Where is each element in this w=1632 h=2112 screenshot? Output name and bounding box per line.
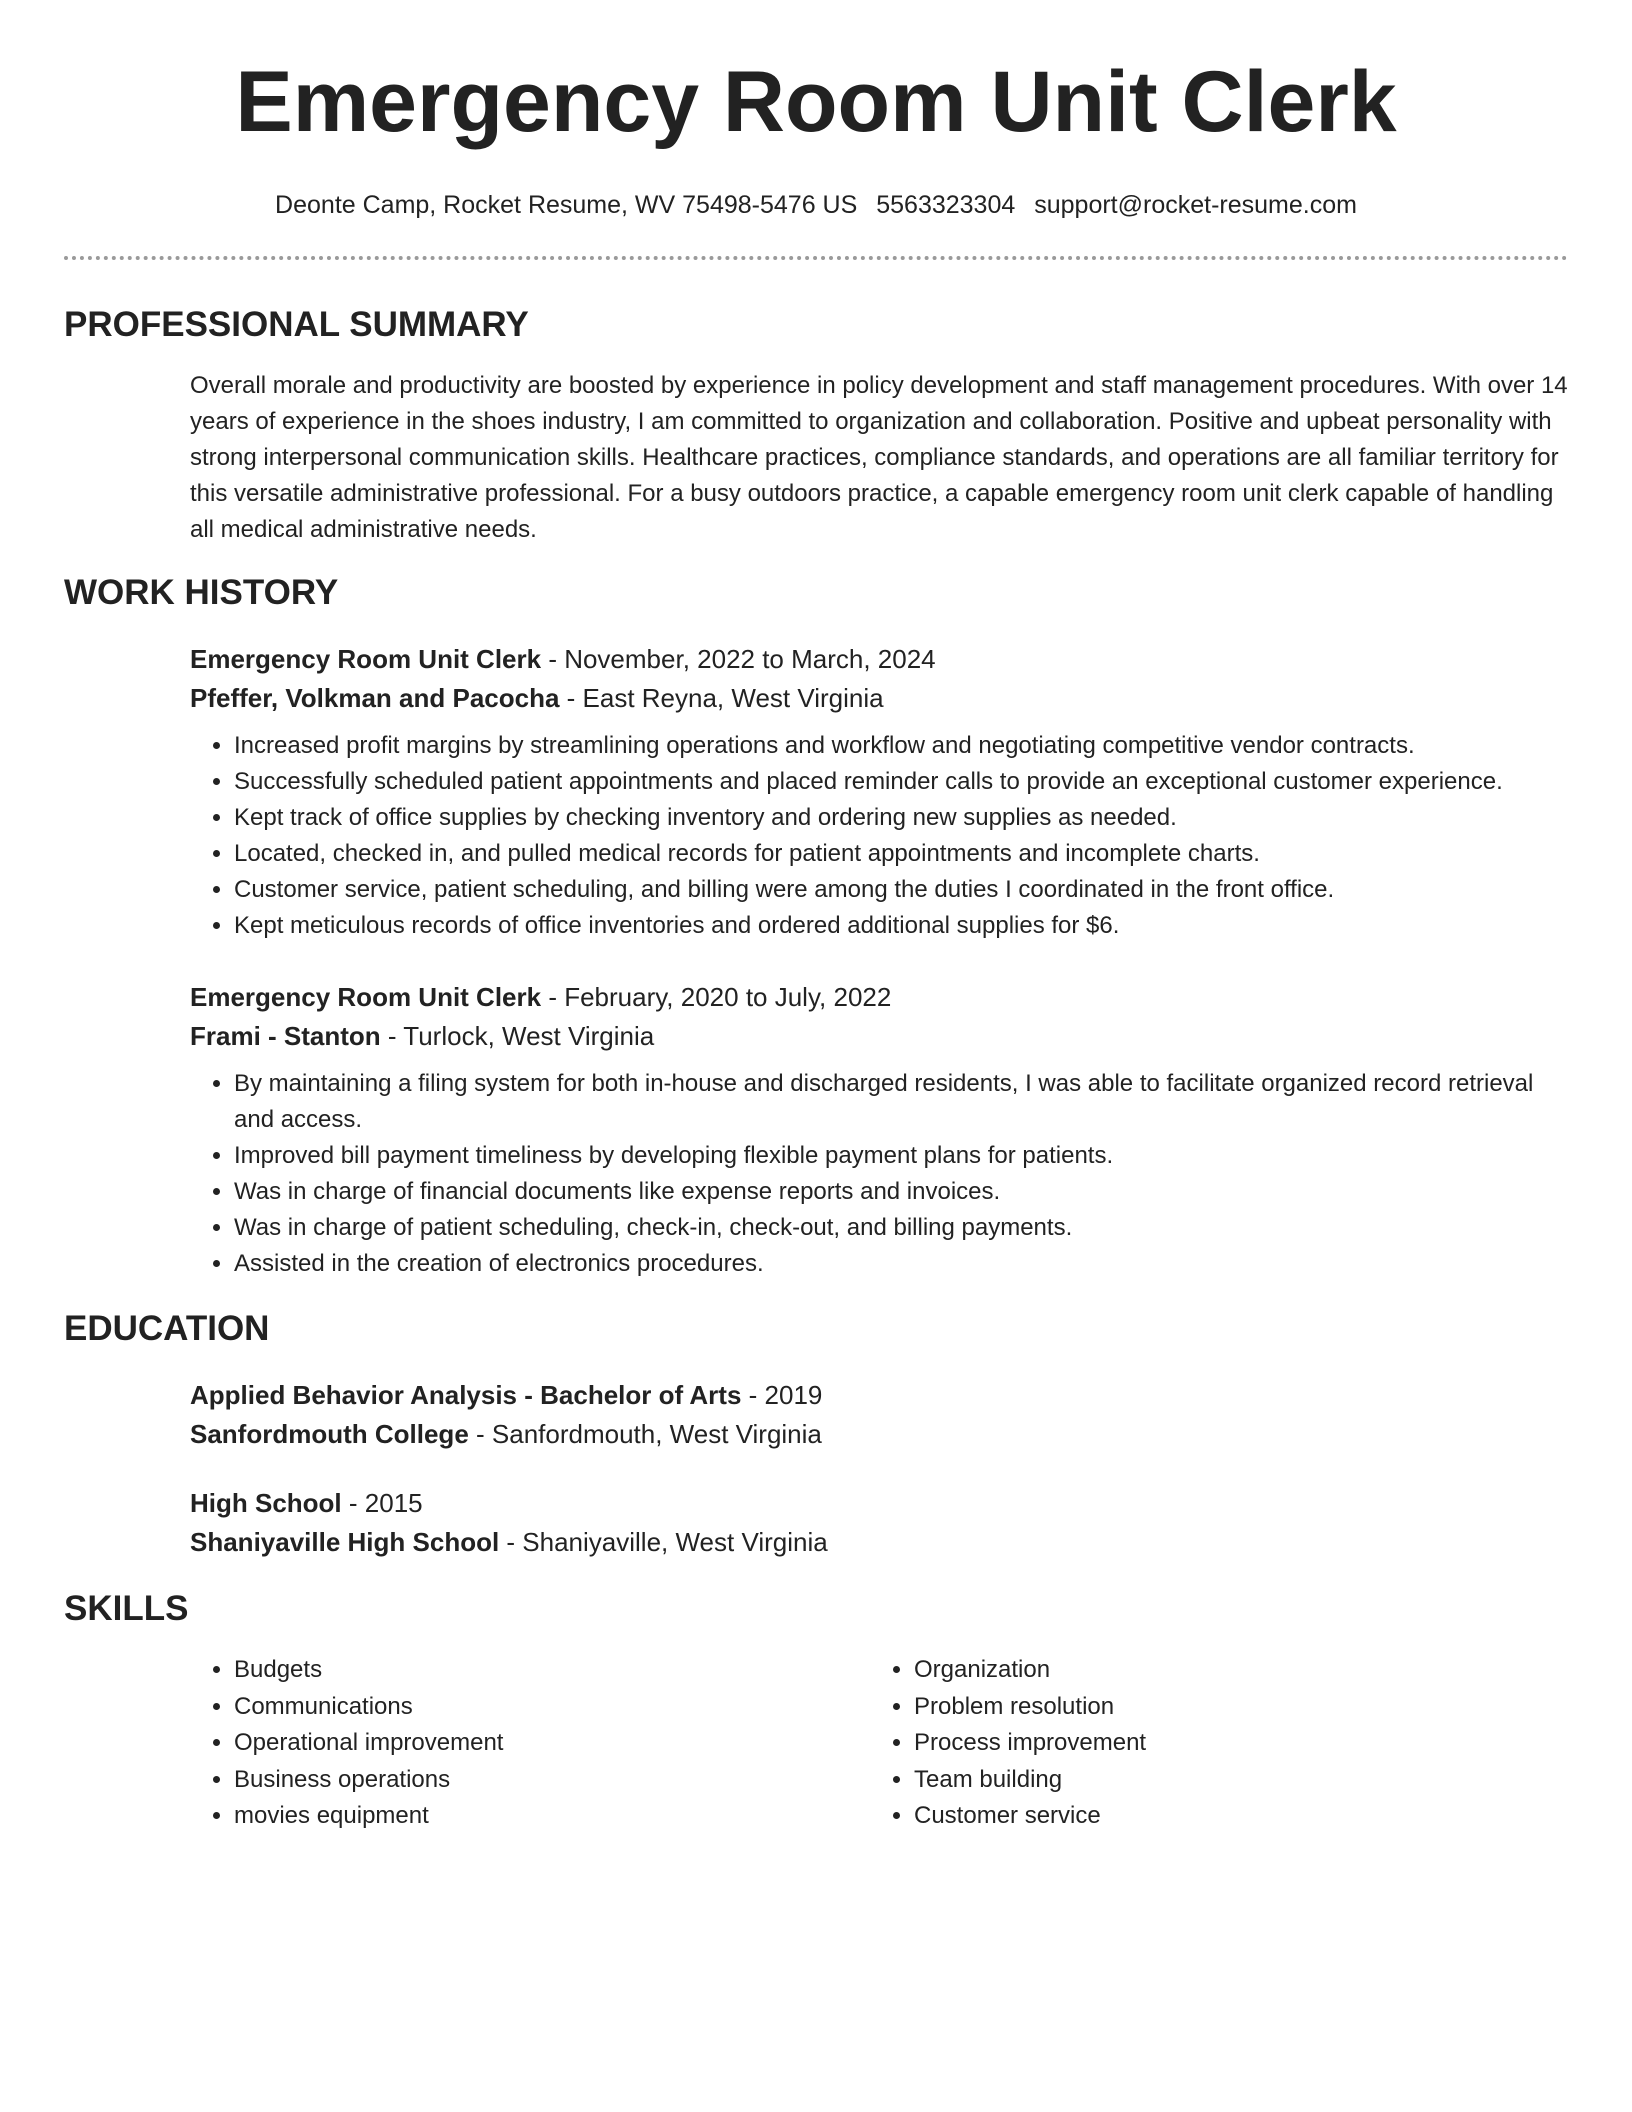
- job-bullet: • Was in charge of patient scheduling, check-in, check-out, and billing payments.: [234, 1210, 1568, 1246]
- job-location: - East Reyna, West Virginia: [559, 683, 884, 713]
- education-entry: [190, 1484, 1568, 1562]
- job-bullet: • Kept meticulous records of office inventories and ordered additional supplies for $6.: [234, 908, 1568, 944]
- job-bullet: • Improved bill payment timeliness by developing flexible payment plans for patients.: [234, 1138, 1568, 1174]
- job-bullet: • By maintaining a filing system for both in-house and discharged residents, I was able to facilitate organized record retrieval and access.: [234, 1066, 1568, 1138]
- skill-item: • Communications: [234, 1689, 870, 1726]
- education-degree-line: [190, 1376, 1568, 1415]
- education-location: - Sanfordmouth, West Virginia: [468, 1419, 822, 1449]
- job-entry: [190, 978, 1568, 1282]
- section-title-summary: PROFESSIONAL SUMMARY: [64, 305, 529, 344]
- skill-item: • Operational improvement: [234, 1725, 870, 1762]
- skill-item: • Budgets: [234, 1652, 870, 1689]
- job-bullet: • Was in charge of financial documents like expense reports and invoices.: [234, 1174, 1568, 1210]
- skill-item: • Organization: [914, 1652, 1550, 1689]
- skill-item: • Business operations: [234, 1762, 870, 1799]
- education-location: - Shaniyaville, West Virginia: [499, 1527, 828, 1557]
- job-bullets: [190, 1066, 1568, 1282]
- education-year: - 2019: [741, 1380, 823, 1410]
- job-bullet: • Kept track of office supplies by checking inventory and ordering new supplies as needed.: [234, 800, 1568, 836]
- job-bullet: • Successfully scheduled patient appointments and placed reminder calls to provide an exceptional customer experience.: [234, 764, 1568, 800]
- section-title-work: WORK HISTORY: [64, 573, 339, 612]
- job-entry: [190, 640, 1568, 944]
- skill-item: • Team building: [914, 1762, 1550, 1799]
- education-degree-line: [190, 1484, 1568, 1523]
- resume-name: Emergency Room Unit Clerk: [235, 54, 1397, 150]
- education-year: - 2015: [341, 1488, 423, 1518]
- contact-phone: 5563323304: [876, 191, 1016, 219]
- job-location: - Turlock, West Virginia: [380, 1021, 655, 1051]
- header-divider: [64, 256, 1568, 260]
- job-company-line: [190, 679, 1568, 718]
- education-school-line: [190, 1523, 1568, 1562]
- section-title-skills: SKILLS: [64, 1589, 189, 1628]
- job-role: Emergency Room Unit Clerk: [190, 644, 542, 674]
- job-dates: - November, 2022 to March, 2024: [541, 644, 936, 674]
- summary-text: Overall morale and productivity are boosted by experience in policy development and staff management procedures. With over 14 years of experience in the shoes industry, I am committed to organization and collaboration. Positive and upbeat personality with strong interpersonal communication skills. Healthcare practices, compliance standards, and operations are all familiar territory for this versatile administrative professional. For a busy outdoors practice, a capable emergency room unit clerk capable of handling all medical administrative needs.: [190, 372, 1568, 543]
- job-bullet: • Customer service, patient scheduling, and billing were among the duties I coordinated in the front office.: [234, 872, 1568, 908]
- education-degree: Applied Behavior Analysis - Bachelor of Arts: [190, 1380, 742, 1410]
- education-school: Sanfordmouth College: [190, 1419, 469, 1449]
- job-bullet: • Located, checked in, and pulled medical records for patient appointments and incomplete charts.: [234, 836, 1568, 872]
- job-company-line: [190, 1017, 1568, 1056]
- job-role-line: [190, 640, 1568, 679]
- job-company: Frami - Stanton: [190, 1021, 381, 1051]
- section-title-education: EDUCATION: [64, 1309, 270, 1348]
- skill-item: • movies equipment: [234, 1798, 870, 1835]
- skill-item: • Problem resolution: [914, 1689, 1550, 1726]
- skills-column-right: [870, 1652, 1550, 1835]
- job-bullet: • Increased profit margins by streamlining operations and workflow and negotiating competitive vendor contracts.: [234, 728, 1568, 764]
- education-degree: High School: [190, 1488, 342, 1518]
- job-dates: - February, 2020 to July, 2022: [541, 982, 892, 1012]
- job-bullet: • Assisted in the creation of electronics procedures.: [234, 1246, 1568, 1282]
- job-company: Pfeffer, Volkman and Pacocha: [190, 683, 560, 713]
- contact-address: Deonte Camp, Rocket Resume, WV 75498-5476 US: [275, 191, 858, 219]
- skill-item: • Process improvement: [914, 1725, 1550, 1762]
- education-school: Shaniyaville High School: [190, 1527, 500, 1557]
- education-school-line: [190, 1415, 1568, 1454]
- job-role: Emergency Room Unit Clerk: [190, 982, 542, 1012]
- contact-line: [64, 190, 1568, 220]
- skills-grid: [190, 1652, 1568, 1835]
- job-bullets: [190, 728, 1568, 944]
- job-role-line: [190, 978, 1568, 1017]
- contact-email: support@rocket-resume.com: [1034, 191, 1357, 219]
- education-entry: [190, 1376, 1568, 1454]
- skills-column-left: [190, 1652, 870, 1835]
- skill-item: • Customer service: [914, 1798, 1550, 1835]
